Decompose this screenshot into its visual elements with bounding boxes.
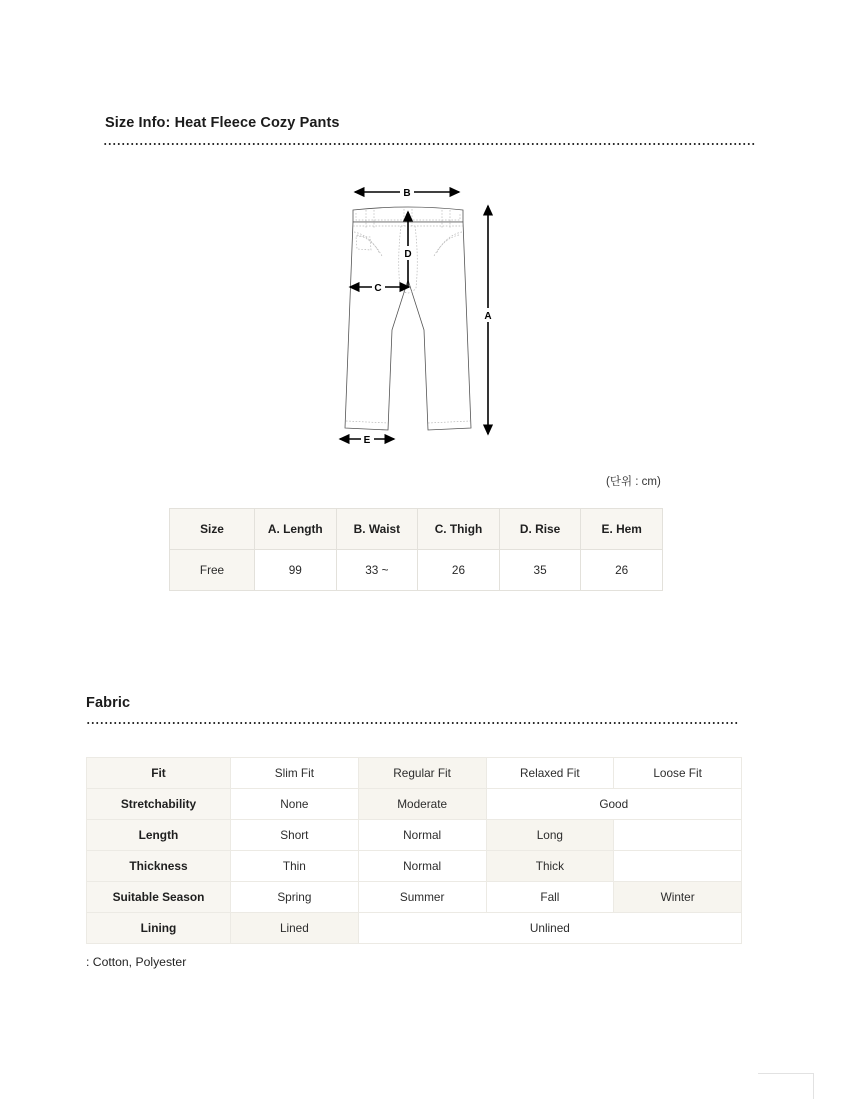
size-cell-rise: 35 <box>499 550 581 591</box>
table-row <box>87 851 742 882</box>
diagram-label-c: C <box>374 283 382 294</box>
size-header-waist: B. Waist <box>336 509 418 550</box>
fabric-option-normal[interactable]: Normal <box>358 851 486 882</box>
size-cell-thigh: 26 <box>418 550 500 591</box>
diagram-label-a: A <box>484 311 492 322</box>
fabric-option-short[interactable]: Short <box>231 820 359 851</box>
pants-measurement-diagram <box>330 180 530 455</box>
fabric-row-label-suitable-season: Suitable Season <box>87 882 231 913</box>
fabric-option-loose-fit[interactable]: Loose Fit <box>614 758 742 789</box>
table-row <box>87 913 742 944</box>
page-corner-artifact <box>758 1073 814 1100</box>
size-header-size: Size <box>170 509 255 550</box>
table-row <box>87 882 742 913</box>
fabric-option-thick[interactable]: Thick <box>486 851 614 882</box>
fabric-option-empty <box>614 820 742 851</box>
unit-note: (단위 : cm) <box>606 476 661 488</box>
diagram-label-b: B <box>403 188 411 199</box>
fabric-option-summer[interactable]: Summer <box>358 882 486 913</box>
diagram-label-d: D <box>404 249 412 260</box>
fabric-row-label-length: Length <box>87 820 231 851</box>
size-measurements-table <box>169 508 663 591</box>
fabric-option-long[interactable]: Long <box>486 820 614 851</box>
size-cell-waist: 33 ~ <box>336 550 418 591</box>
fabric-title: Fabric <box>86 695 131 711</box>
fabric-option-thin[interactable]: Thin <box>231 851 359 882</box>
fabric-row-label-thickness: Thickness <box>87 851 231 882</box>
size-cell-hem: 26 <box>581 550 663 591</box>
size-cell-length: 99 <box>255 550 337 591</box>
fabric-option-winter[interactable]: Winter <box>614 882 742 913</box>
fabric-divider <box>86 722 739 724</box>
size-info-divider <box>103 143 756 145</box>
size-header-thigh: C. Thigh <box>418 509 500 550</box>
fabric-option-lined[interactable]: Lined <box>231 913 359 944</box>
table-row <box>87 789 742 820</box>
size-header-rise: D. Rise <box>499 509 581 550</box>
table-row <box>170 550 663 591</box>
fabric-option-spring[interactable]: Spring <box>231 882 359 913</box>
size-cell-size: Free <box>170 550 255 591</box>
diagram-label-e: E <box>363 435 371 446</box>
fabric-option-moderate[interactable]: Moderate <box>358 789 486 820</box>
fabric-option-slim-fit[interactable]: Slim Fit <box>231 758 359 789</box>
fabric-option-normal[interactable]: Normal <box>358 820 486 851</box>
size-header-length: A. Length <box>255 509 337 550</box>
size-table-header-row <box>170 509 663 550</box>
fabric-row-label-stretchability: Stretchability <box>87 789 231 820</box>
fabric-row-label-fit: Fit <box>87 758 231 789</box>
fabric-option-unlined[interactable]: Unlined <box>358 913 741 944</box>
table-row <box>87 820 742 851</box>
fabric-option-good[interactable]: Good <box>486 789 742 820</box>
fabric-attributes-table <box>86 757 742 944</box>
fabric-option-fall[interactable]: Fall <box>486 882 614 913</box>
table-row <box>87 758 742 789</box>
fabric-composition-note: : Cotton, Polyester <box>86 955 187 969</box>
fabric-option-none[interactable]: None <box>231 789 359 820</box>
fabric-row-label-lining: Lining <box>87 913 231 944</box>
fabric-option-empty <box>614 851 742 882</box>
size-header-hem: E. Hem <box>581 509 663 550</box>
size-info-title: Size Info: Heat Fleece Cozy Pants <box>105 115 340 131</box>
fabric-option-relaxed-fit[interactable]: Relaxed Fit <box>486 758 614 789</box>
fabric-option-regular-fit[interactable]: Regular Fit <box>358 758 486 789</box>
